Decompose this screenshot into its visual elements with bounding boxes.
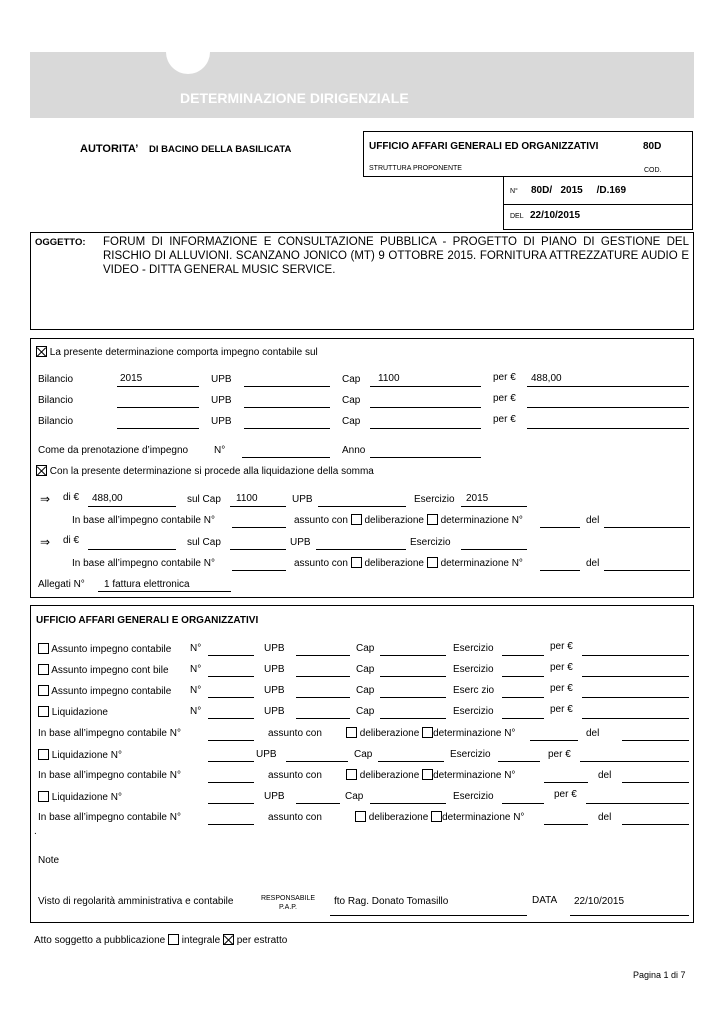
office-name: UFFICIO AFFARI GENERALI ED ORGANIZZATIVI: [369, 141, 599, 152]
cap-label-3: Cap: [342, 416, 361, 427]
u-base-field-e[interactable]: [208, 824, 254, 825]
u-label-1: Assunto impegno contabile: [51, 644, 172, 655]
u-determ-label-e: determinazione N°: [442, 812, 525, 823]
u-n-field-1[interactable]: [208, 655, 254, 656]
determ-checkbox-1[interactable]: [427, 514, 438, 525]
authority-strong: AUTORITA’: [80, 143, 139, 155]
u-upb-label-1: UPB: [264, 643, 285, 654]
u-per-field-b[interactable]: [580, 761, 689, 762]
u-delib-label-a: deliberazione: [359, 728, 420, 739]
del-field-2[interactable]: [604, 570, 690, 571]
importo-value-1: 488,00: [531, 373, 562, 384]
upb-field-2[interactable]: [244, 407, 330, 408]
del-label-2: del: [586, 558, 600, 569]
estratto-checkbox[interactable]: [223, 934, 234, 945]
per-label-3: per €: [493, 414, 516, 425]
u-label-2: Assunto impegno cont bile: [51, 665, 169, 676]
impegno-check-row: [36, 346, 318, 358]
base-field-1[interactable]: [232, 527, 286, 528]
sulcap-field-2[interactable]: [230, 549, 286, 550]
u-cap-label-1: Cap: [356, 643, 375, 654]
u-cap-field-4[interactable]: [380, 718, 446, 719]
di-field-2[interactable]: [88, 549, 176, 550]
determ-label-1: determinazione N°: [440, 515, 523, 526]
data-field[interactable]: [570, 915, 689, 916]
cap-field-2[interactable]: [370, 407, 481, 408]
integrale-label: integrale: [181, 935, 221, 946]
allegati-value: 1 fattura elettronica: [104, 579, 190, 590]
u-n-label-4: N°: [190, 706, 202, 717]
cap-label-1: Cap: [342, 374, 361, 385]
liq-upb-field-2[interactable]: [316, 549, 406, 550]
bilancio-value-1: 2015: [120, 373, 143, 384]
u-upb-label-4: UPB: [264, 706, 285, 717]
u-upb-field-4[interactable]: [296, 718, 350, 719]
base-field-2[interactable]: [232, 570, 286, 571]
u-per-field-2[interactable]: [582, 676, 689, 677]
ufficio-title: UFFICIO AFFARI GENERALI E ORGANIZZATIVI: [36, 615, 259, 626]
liq-upb-label-1: UPB: [292, 494, 313, 505]
u-liq-checkbox-b[interactable]: [38, 749, 49, 760]
u-upb-field-2[interactable]: [296, 676, 350, 677]
u-per-field-d[interactable]: [586, 803, 689, 804]
u-esercizio-field-1[interactable]: [502, 655, 544, 656]
delib-checkbox-1[interactable]: [351, 514, 362, 525]
u-assunto-label-c: assunto con: [268, 770, 322, 781]
u-assunto-label-e: assunto con: [268, 812, 322, 823]
u-n-label-1: N°: [190, 643, 202, 654]
u-liq-label-d: Liquidazione N°: [51, 792, 122, 803]
importo-field-2[interactable]: [527, 407, 689, 408]
u-esercizio-label-4: Esercizio: [453, 706, 494, 717]
bilancio-label-1: Bilancio: [38, 374, 74, 385]
upb-label-1: UPB: [211, 374, 232, 385]
u-per-field-4[interactable]: [582, 718, 689, 719]
sulcap-field-1[interactable]: [230, 506, 286, 507]
bilancio-field-1[interactable]: [117, 386, 199, 387]
esercizio-field-2[interactable]: [461, 549, 527, 550]
assunto-label-2: assunto con: [294, 558, 348, 569]
u-label-4: Liquidazione: [51, 707, 108, 718]
number-divider: [503, 204, 693, 205]
u-upb-label-b: UPB: [256, 749, 277, 760]
impegno-checkbox[interactable]: [36, 346, 47, 357]
cap-value-1: 1100: [378, 373, 400, 384]
di-field-1[interactable]: [88, 506, 176, 507]
u-determ-field-c[interactable]: [544, 782, 588, 783]
upb-label-3: UPB: [211, 416, 232, 427]
u-del-field-c[interactable]: [622, 782, 689, 783]
allegati-label: Allegati N°: [38, 579, 85, 590]
u-esercizio-label-d: Esercizio: [453, 791, 494, 802]
u-row-4: [38, 706, 108, 718]
integrale-checkbox[interactable]: [168, 934, 179, 945]
liquidazione-checkbox[interactable]: [36, 465, 47, 476]
u-n-label-2: N°: [190, 664, 202, 675]
upb-label-2: UPB: [211, 395, 232, 406]
u-esercizio-label-b: Esercizio: [450, 749, 491, 760]
data-value: 22/10/2015: [574, 896, 625, 907]
upb-field-3[interactable]: [244, 428, 330, 429]
u-base-label-c: In base all’impegno contabile N°: [38, 770, 181, 781]
oggetto-text: FORUM DI INFORMAZIONE E CONSULTAZIONE PUBBLICA - PROGETTO DI PIANO DI GESTIONE DEL RISCHIO DI ALLUVIONI. SCANZANO JONICO (MT) 9 OTTOBRE 2015. FORNITURA ATTREZZATURE AUDIO E VIDEO - DITTA GENERAL MUSIC SERVICE.: [103, 236, 689, 276]
u-delib-label-e: deliberazione: [368, 812, 429, 823]
u-checkbox-2[interactable]: [38, 664, 49, 675]
determ-n-field-2[interactable]: [540, 570, 580, 571]
sulcap-value-1: 1100: [236, 493, 258, 504]
u-cap-label-4: Cap: [356, 706, 375, 717]
num-label: N°: [510, 188, 518, 195]
u-n-field-3[interactable]: [208, 697, 254, 698]
delib-checkbox-2[interactable]: [351, 557, 362, 568]
firma-field[interactable]: [330, 915, 527, 916]
u-row-3: [38, 685, 171, 697]
u-cap-label-2: Cap: [356, 664, 375, 675]
u-delib-label-c: deliberazione: [359, 770, 420, 781]
pubblicazione-label: Atto soggetto a pubblicazione: [34, 935, 166, 946]
pubblicazione-row: [34, 934, 287, 946]
u-delib-row-a: [346, 727, 515, 739]
cap-label-2: Cap: [342, 395, 361, 406]
page-number: Pagina 1 di 7: [633, 970, 686, 980]
allegati-field[interactable]: [98, 591, 231, 592]
u-liq-row-b: [38, 749, 122, 761]
u-upb-field-b[interactable]: [286, 761, 348, 762]
firma-value: fto Rag. Donato Tomasillo: [334, 896, 449, 907]
base-label-1: In base all’impegno contabile N°: [72, 515, 215, 526]
bilancio-label-2: Bilancio: [38, 395, 74, 406]
del-value: 22/10/2015: [530, 210, 581, 221]
u-checkbox-1[interactable]: [38, 643, 49, 654]
liq-upb-label-2: UPB: [290, 537, 311, 548]
u-del-field-a[interactable]: [622, 740, 689, 741]
u-esercizio-label-3: Eserc zio: [453, 685, 495, 696]
u-cap-field-b[interactable]: [378, 761, 444, 762]
u-cap-field-1[interactable]: [380, 655, 446, 656]
per-label-1: per €: [493, 372, 516, 383]
estratto-label: per estratto: [236, 935, 288, 946]
u-delib-checkbox-e[interactable]: [355, 811, 366, 822]
u-determ-checkbox-e[interactable]: [431, 811, 442, 822]
u-per-label-b: per €: [548, 749, 571, 760]
u-per-label-2: per €: [550, 662, 573, 673]
u-del-label-e: del: [598, 812, 612, 823]
sulcap-label-2: sul Cap: [187, 537, 221, 548]
u-per-field-3[interactable]: [582, 697, 689, 698]
data-label: DATA: [532, 895, 558, 906]
cod-label: COD.: [644, 167, 662, 174]
anno-label: Anno: [342, 445, 366, 456]
cap-field-3[interactable]: [370, 428, 481, 429]
u-cap-field-d[interactable]: [370, 803, 446, 804]
u-delib-checkbox-a[interactable]: [346, 727, 357, 738]
u-cap-label-b: Cap: [354, 749, 373, 760]
importo-field-1[interactable]: [527, 386, 689, 387]
u-esercizio-label-1: Esercizio: [453, 643, 494, 654]
anno-field[interactable]: [370, 457, 481, 458]
per-label-2: per €: [493, 393, 516, 404]
assunto-row-1: [294, 514, 523, 526]
note-label: Note: [38, 855, 60, 866]
u-delib-row-c: [346, 769, 515, 781]
delib-label-1: deliberazione: [364, 515, 424, 526]
u-determ-checkbox-a[interactable]: [422, 727, 433, 738]
u-per-label-4: per €: [550, 704, 573, 715]
u-esercizio-label-2: Esercizio: [453, 664, 494, 675]
determ-label-2: determinazione N°: [440, 558, 523, 569]
u-assunto-label-a: assunto con: [268, 728, 322, 739]
u-upb-label-2: UPB: [264, 664, 285, 675]
sulcap-label-1: sul Cap: [187, 494, 221, 505]
liquidazione-check-row: [36, 465, 374, 477]
del-label-1: del: [586, 515, 600, 526]
oggetto-label: OGGETTO:: [35, 237, 86, 248]
prenotazione-label: Come da prenotazione d’impegno: [38, 445, 189, 456]
u-cap-field-2[interactable]: [380, 676, 446, 677]
di-label-1: di €: [63, 492, 80, 503]
u-liq-n-field-d[interactable]: [208, 803, 254, 804]
prenotazione-n-field[interactable]: [242, 457, 330, 458]
determ-n-field-1[interactable]: [540, 527, 580, 528]
u-esercizio-field-2[interactable]: [502, 676, 544, 677]
u-determ-field-a[interactable]: [530, 740, 578, 741]
bilancio-label-3: Bilancio: [38, 416, 74, 427]
cap-field-1[interactable]: [370, 386, 481, 387]
u-base-label-a: In base all’impegno contabile N°: [38, 728, 181, 739]
u-cap-label-d: Cap: [345, 791, 364, 802]
u-upb-field-d[interactable]: [296, 803, 340, 804]
u-checkbox-3[interactable]: [38, 685, 49, 696]
u-checkbox-4[interactable]: [38, 706, 49, 717]
bilancio-field-2[interactable]: [117, 407, 199, 408]
u-n-label-3: N°: [190, 685, 202, 696]
di-label-2: di €: [63, 535, 80, 546]
header-banner: [30, 52, 694, 118]
u-del-label-a: del: [586, 728, 600, 739]
authority-name: DI BACINO DELLA BASILICATA: [149, 144, 292, 155]
u-determ-label-a: determinazione N°: [433, 728, 516, 739]
u-determ-label-c: determinazione N°: [433, 770, 516, 781]
u-per-label-d: per €: [554, 789, 577, 800]
u-upb-label-3: UPB: [264, 685, 285, 696]
del-label: DEL: [510, 213, 524, 220]
bilancio-field-3[interactable]: [117, 428, 199, 429]
u-cap-label-3: Cap: [356, 685, 375, 696]
u-esercizio-field-d[interactable]: [502, 803, 544, 804]
responsabile-line-1: RESPONSABILE: [260, 895, 316, 902]
u-label-3: Assunto impegno contabile: [51, 686, 172, 697]
u-liq-row-d: [38, 791, 122, 803]
u-esercizio-field-3[interactable]: [502, 697, 544, 698]
document-title: DETERMINAZIONE DIRIGENZIALE: [180, 90, 409, 106]
u-upb-field-1[interactable]: [296, 655, 350, 656]
esercizio-field-1[interactable]: [461, 506, 527, 507]
u-row-1: [38, 643, 171, 655]
u-delib-checkbox-c[interactable]: [346, 769, 357, 780]
u-liq-label-b: Liquidazione N°: [51, 750, 122, 761]
delib-label-2: deliberazione: [364, 558, 424, 569]
u-del-label-c: del: [598, 770, 612, 781]
responsabile-label: [257, 895, 319, 911]
importo-field-3[interactable]: [527, 428, 689, 429]
u-determ-field-e[interactable]: [544, 824, 588, 825]
u-per-label-3: per €: [550, 683, 573, 694]
assunto-label-1: assunto con: [294, 515, 348, 526]
u-liq-checkbox-d[interactable]: [38, 791, 49, 802]
u-n-field-4[interactable]: [208, 718, 254, 719]
liquidazione-check-text: Con la presente determinazione si procede alla liquidazione della somma: [49, 466, 374, 477]
u-upb-field-3[interactable]: [296, 697, 350, 698]
u-n-field-2[interactable]: [208, 676, 254, 677]
u-base-label-e: In base all’impegno contabile N°: [38, 812, 181, 823]
u-per-label-1: per €: [550, 641, 573, 652]
u-liq-n-field-b[interactable]: [208, 761, 254, 762]
visto-label: Visto di regolarità amministrativa e contabile: [38, 896, 234, 907]
base-label-2: In base all’impegno contabile N°: [72, 558, 215, 569]
u-base-field-a[interactable]: [208, 740, 254, 741]
u-base-field-c[interactable]: [208, 782, 254, 783]
upb-field-1[interactable]: [244, 386, 330, 387]
assunto-row-2: [294, 557, 523, 569]
u-esercizio-field-b[interactable]: [498, 761, 540, 762]
u-row-2: [38, 664, 169, 676]
impegno-check-text: La presente determinazione comporta impegno contabile sul: [49, 347, 318, 358]
struttura-label: STRUTTURA PROPONENTE: [369, 165, 462, 172]
u-upb-label-d: UPB: [264, 791, 285, 802]
u-determ-checkbox-c[interactable]: [422, 769, 433, 780]
esercizio-value-1: 2015: [466, 493, 489, 504]
responsabile-line-2: P.A.P.: [278, 904, 298, 911]
determ-checkbox-2[interactable]: [427, 557, 438, 568]
esercizio-label-1: Esercizio: [414, 494, 455, 505]
di-value-1: 488,00: [92, 493, 123, 504]
u-cap-field-3[interactable]: [380, 697, 446, 698]
u-del-field-e[interactable]: [622, 824, 689, 825]
del-field-1[interactable]: [604, 527, 690, 528]
esercizio-label-2: Esercizio: [410, 537, 451, 548]
liq-upb-field-1[interactable]: [318, 506, 406, 507]
office-code: 80D: [643, 141, 662, 152]
num-value: 80D/ 2015 /D.169: [531, 185, 627, 196]
u-esercizio-field-4[interactable]: [502, 718, 544, 719]
u-per-field-1[interactable]: [582, 655, 689, 656]
prenotazione-n-label: N°: [214, 445, 226, 456]
arrow-icon: ⇒: [40, 535, 51, 549]
u-dot: .: [34, 826, 37, 837]
arrow-icon: ⇒: [40, 492, 51, 506]
u-delib-row-e: [355, 811, 524, 823]
